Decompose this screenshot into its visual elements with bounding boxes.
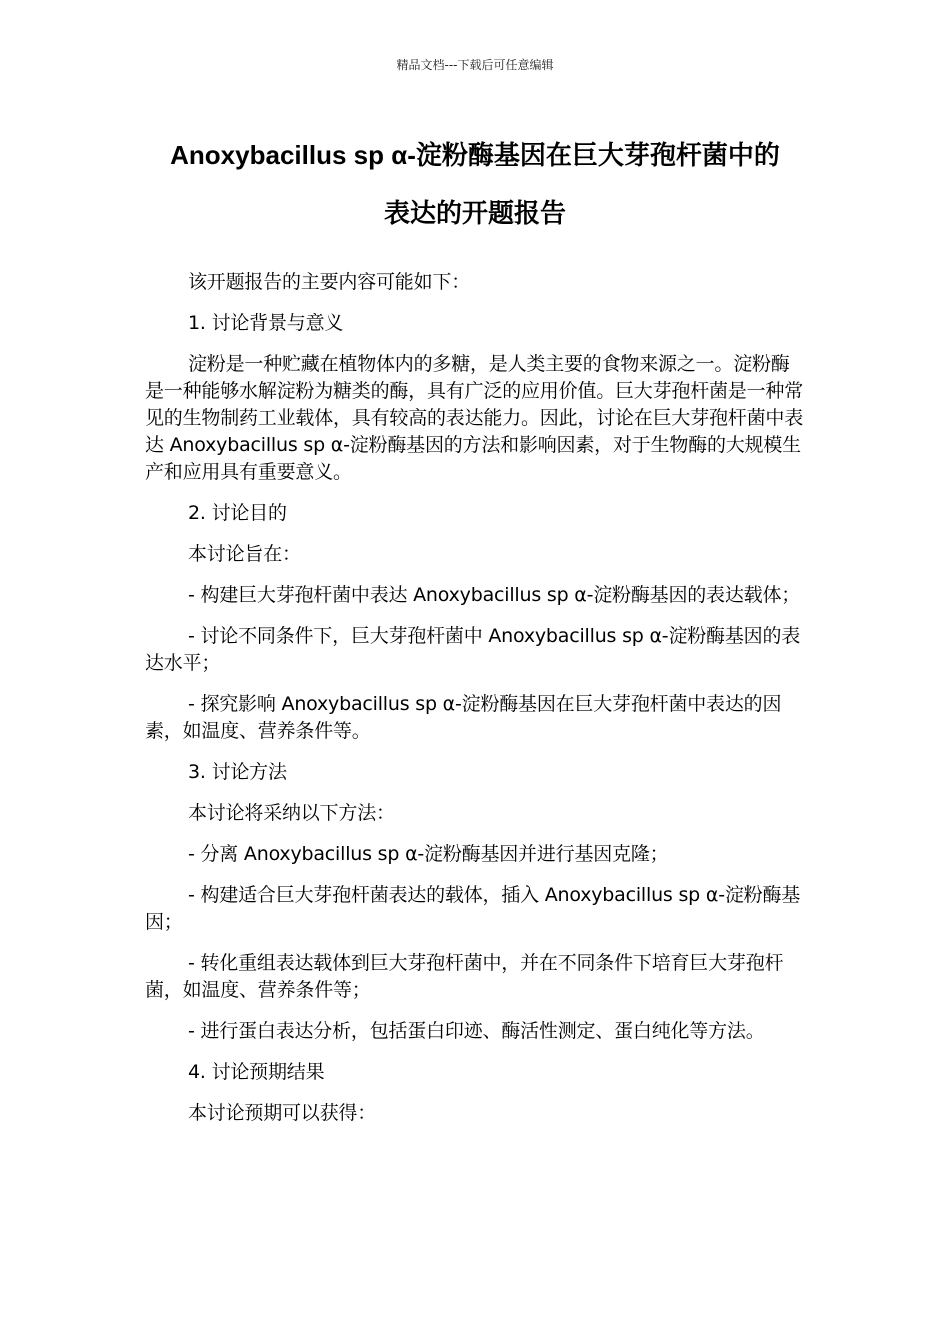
section-heading-expected-results: 4. 讨论预期结果 [188,1061,325,1083]
purpose-intro: 本讨论旨在： [188,543,301,565]
section-heading-methods: 3. 讨论方法 [188,761,287,783]
document-title-line-2: 表达的开题报告 [383,198,566,228]
header-note: 精品文档---下载后可任意编辑 [396,58,554,72]
document-title-line-1: Anoxybacillus sp α-淀粉酶基因在巨大芽孢杆菌中的 [170,140,780,170]
background-paragraph: 淀粉是一种贮藏在植物体内的多糖，是人类主要的食物来源之一。淀粉酶是一种能够水解淀粉为糖类的酶，具有广泛的应用价值。巨大芽孢杆菌是一种常见的生物制药工业载体，具有较高的表达能力。因此，讨论在巨大芽孢杆菌中表达 Anoxybacillus sp α-淀粉酶基因的方法和影响因素，对于生物酶的大规模生产和应用具有重要意义。 [145,353,804,483]
methods-item: - 构建适合巨大芽孢杆菌表达的载体，插入 Anoxybacillus sp α-淀粉酶基因； [145,884,801,933]
methods-item: - 转化重组表达载体到巨大芽孢杆菌中，并在不同条件下培育巨大芽孢杆菌，如温度、营养条件等； [145,952,784,1001]
document-body [145,269,807,1141]
purpose-item: - 探究影响 Anoxybacillus sp α-淀粉酶基因在巨大芽孢杆菌中表达的因素，如温度、营养条件等。 [145,693,782,742]
section-heading-background: 1. 讨论背景与意义 [188,312,344,334]
expected-results-intro: 本讨论预期可以获得： [188,1102,377,1124]
intro-paragraph: 该开题报告的主要内容可能如下： [188,271,471,293]
methods-intro: 本讨论将采纳以下方法： [188,802,395,824]
section-heading-purpose: 2. 讨论目的 [188,502,287,524]
methods-item: - 进行蛋白表达分析，包括蛋白印迹、酶活性测定、蛋白纯化等方法。 [188,1020,765,1042]
purpose-item: - 构建巨大芽孢杆菌中表达 Anoxybacillus sp α-淀粉酶基因的表达载体； [188,584,801,606]
methods-item: - 分离 Anoxybacillus sp α-淀粉酶基因并进行基因克隆； [188,843,669,865]
purpose-item: - 讨论不同条件下，巨大芽孢杆菌中 Anoxybacillus sp α-淀粉酶基因的表达水平； [145,625,801,674]
